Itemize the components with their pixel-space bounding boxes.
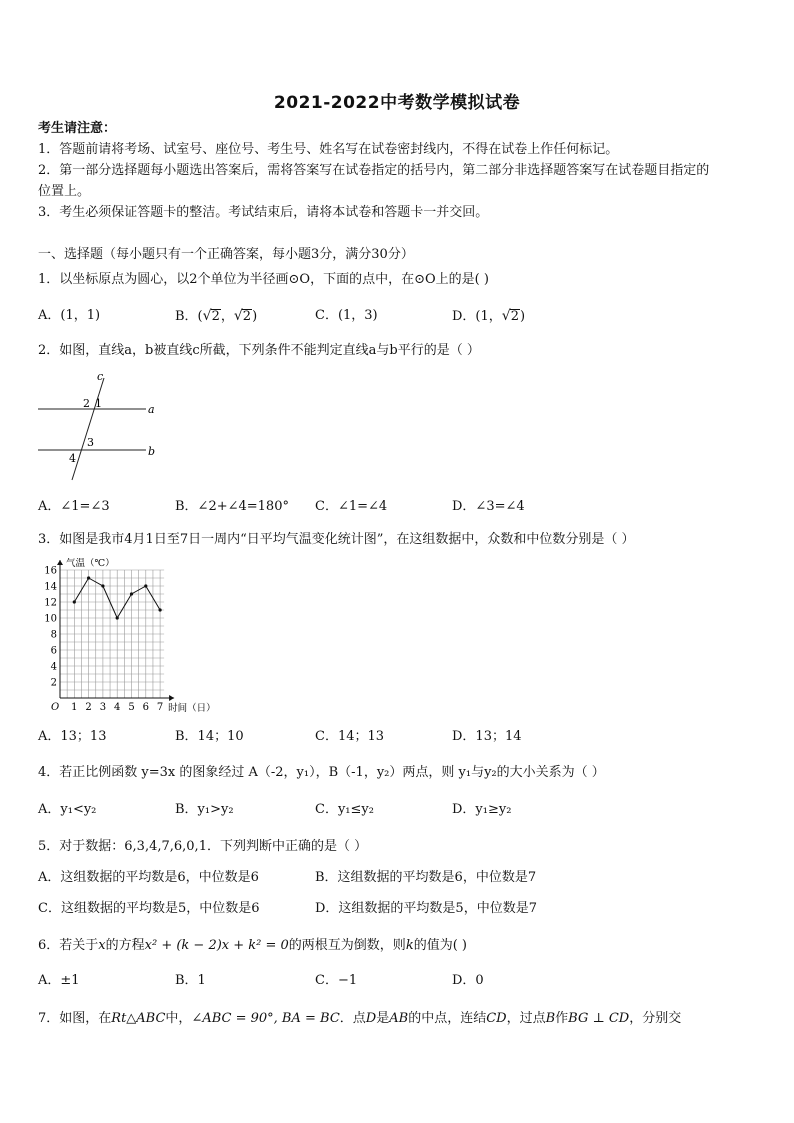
q5-option-a: A．这组数据的平均数是6，中位数是6 <box>38 870 259 885</box>
x-axis-label: 时间（日） <box>168 703 216 713</box>
q1-option-d: D．(1，√2) <box>452 308 526 324</box>
data-point <box>101 584 104 587</box>
q2-option-b: B．∠2+∠4=180° <box>175 499 289 514</box>
q5-option-d: D．这组数据的平均数是5，中位数是7 <box>315 901 537 916</box>
y-tick-label: 14 <box>44 581 57 593</box>
section-heading: 一、选择题（每小题只有一个正确答案，每小题3分，满分30分） <box>38 247 414 262</box>
notice-item-1: 1．答题前请将考场、试室号、座位号、考生号、姓名写在试卷密封线内，不得在试卷上作任何标记。 <box>38 142 619 157</box>
q4-option-d: D．y₁≥y₂ <box>452 802 512 817</box>
q4-stem: 4．若正比例函数 y=3x 的图象经过 A（-2，y₁），B（-1，y₂）两点，则 y₁与y₂的大小关系为（ ） <box>38 765 605 780</box>
y-tick-label: 8 <box>50 629 57 641</box>
q1-d-radicand: 2 <box>510 309 519 324</box>
q5-stem: 5．对于数据：6,3,4,7,6,0,1．下列判断中正确的是（ ） <box>38 839 368 854</box>
x-axis-arrow <box>169 695 174 701</box>
q7-stem: 7．如图，在Rt△ABC中，∠ABC = 90°, BA = BC．点D是AB的中点，连结CD，过点B作BG ⊥ CD，分别交 <box>38 1011 682 1026</box>
x-tick-label: 1 <box>71 702 78 713</box>
line-c <box>72 378 104 480</box>
y-axis-label: 气温（℃） <box>66 558 115 569</box>
q1-option-b: B．(√2，√2) <box>175 308 258 324</box>
notice-item-2: 2．第一部分选择题每小题选出答案后，需将答案写在试卷指定的括号内，第二部分非选择题答案写在试卷题目指定的 <box>38 163 710 178</box>
page-title: 2021-2022中考数学模拟试卷 <box>273 93 521 113</box>
notice-item-2-cont: 位置上。 <box>38 184 91 199</box>
q1-b-radicand-1: 2 <box>211 309 220 324</box>
fig-angle-4: 4 <box>69 452 76 465</box>
q4-option-a: A．y₁<y₂ <box>38 802 97 817</box>
q3-option-c: C．14；13 <box>315 729 385 744</box>
q4-option-c: C．y₁≤y₂ <box>315 802 374 817</box>
data-point <box>144 584 147 587</box>
y-tick-label: 2 <box>50 677 57 689</box>
x-tick-label: 7 <box>156 702 164 713</box>
q4-option-b: B．y₁>y₂ <box>175 802 234 817</box>
q1-b-radicand-2: 2 <box>242 309 252 324</box>
x-tick-label: 5 <box>128 702 135 713</box>
x-tick-label: 6 <box>142 702 149 713</box>
fig-label-c: c <box>97 370 104 383</box>
q2-stem: 2．如图，直线a，b被直线c所截，下列条件不能判定直线a与b平行的是（ ） <box>38 343 480 358</box>
q2-option-a: A．∠1=∠3 <box>38 499 110 514</box>
x-tick-label: 3 <box>99 702 107 713</box>
q3-stem: 3．如图是我市4月1日至7日一周内“日平均气温变化统计图”，在这组数据中，众数和中位数分别是（ ） <box>38 532 635 547</box>
data-point <box>130 592 133 595</box>
y-tick-label: 6 <box>50 645 57 657</box>
notice-heading: 考生请注意： <box>38 121 117 136</box>
q1-stem: 1．以坐标原点为圆心，以2个单位为半径画⊙O，下面的点中，在⊙O上的是( ) <box>38 272 489 287</box>
fig-angle-1: 1 <box>95 397 102 410</box>
fig-angle-2: 2 <box>83 397 90 410</box>
q3-option-d: D．13；14 <box>452 729 522 744</box>
q2-parallel-lines-figure <box>36 370 160 485</box>
q6-equation: x² + (k − 2)x + k² = 0 <box>144 938 289 953</box>
q6-option-a: A．±1 <box>38 973 80 988</box>
fig-angle-3: 3 <box>87 436 94 449</box>
y-tick-label: 16 <box>44 565 57 577</box>
q1-option-c: C．(1，3) <box>315 308 378 323</box>
q6-option-b: B．1 <box>175 973 206 988</box>
q3-option-a: A．13；13 <box>38 729 107 744</box>
notice-item-3: 3．考生必须保证答题卡的整洁。考试结束后，请将本试卷和答题卡一并交回。 <box>38 205 489 220</box>
q3-option-b: B．14；10 <box>175 729 244 744</box>
q6-option-d: D．0 <box>452 973 484 988</box>
q6-stem: 6．若关于x的方程x² + (k − 2)x + k² = 0的两根互为倒数，则k的值为( ) <box>38 938 467 953</box>
x-tick-label: 4 <box>114 702 121 713</box>
q2-option-c: C．∠1=∠4 <box>315 499 388 514</box>
data-point <box>87 576 90 579</box>
y-tick-label: 10 <box>44 613 57 625</box>
x-tick-label: 2 <box>85 702 92 713</box>
data-point <box>73 600 76 603</box>
q5-option-b: B．这组数据的平均数是6，中位数是7 <box>315 870 537 885</box>
fig-label-a: a <box>148 403 155 416</box>
data-point <box>159 608 162 611</box>
data-point <box>116 616 119 619</box>
y-axis-arrow <box>57 560 63 565</box>
q3-temperature-line-chart <box>38 558 238 713</box>
q5-option-c: C．这组数据的平均数是5，中位数是6 <box>38 901 260 916</box>
q1-option-a: A．(1，1) <box>38 308 101 323</box>
fig-label-b: b <box>148 445 156 458</box>
q2-option-d: D．∠3=∠4 <box>452 499 525 514</box>
q6-option-c: C．−1 <box>315 973 358 988</box>
origin-label: O <box>51 702 60 713</box>
y-tick-label: 4 <box>50 661 57 673</box>
y-tick-label: 12 <box>44 597 57 609</box>
